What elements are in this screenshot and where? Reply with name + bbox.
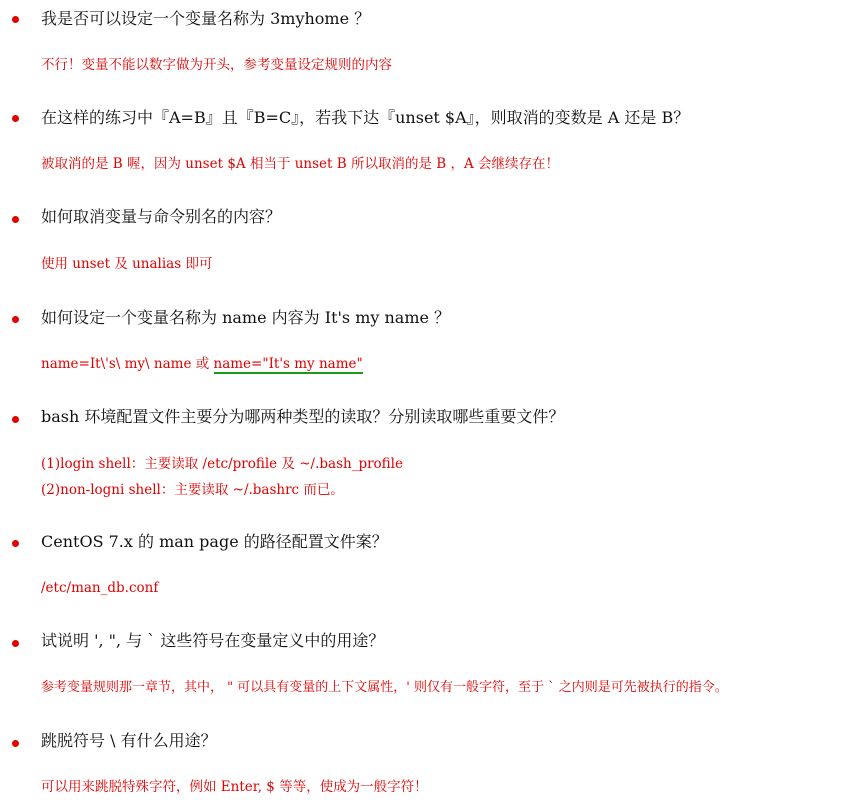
bullet-icon bbox=[12, 316, 19, 323]
question-text: 如何取消变量与命令别名的内容？ bbox=[41, 207, 282, 226]
answer-text: 不行！变量不能以数字做为开头，参考变量设定规则的内容 bbox=[41, 57, 392, 73]
bullet-icon bbox=[12, 115, 19, 122]
bullet-icon bbox=[12, 216, 19, 223]
answer-text: (1)login shell：主要读取 /etc/profile 及 ~/.bash_profile bbox=[41, 456, 403, 472]
question-text: 我是否可以设定一个变量名称为 3myhome ？ bbox=[41, 9, 371, 28]
bullet-icon bbox=[12, 416, 19, 423]
answer-text: 可以用来跳脱特殊字符，例如 Enter, $ 等等，使成为一般字符！ bbox=[41, 779, 428, 795]
bullet-icon bbox=[12, 640, 19, 647]
bullet-icon bbox=[12, 740, 19, 747]
answer-text: (2)non-logni shell：主要读取 ~/.bashrc 而已。 bbox=[41, 482, 344, 498]
answer-prefix: name=It\'s\ my\ name 或 bbox=[41, 356, 214, 372]
question-text: 试说明 ', ", 与 ` 这些符号在变量定义中的用途？ bbox=[41, 631, 385, 650]
answer-text: 使用 unset 及 unalias 即可 bbox=[41, 256, 213, 272]
answer-text: 参考变量规则那一章节，其中， " 可以具有变量的上下文属性，' 则仅有一般字符，至于 ` 之内则是可先被执行的指令。 bbox=[41, 680, 728, 695]
bullet-icon bbox=[12, 16, 19, 23]
question-text: 跳脱符号 \ 有什么用途？ bbox=[41, 731, 217, 750]
question-text: 如何设定一个变量名称为 name 内容为 It's my name ？ bbox=[41, 308, 451, 327]
answer-text: 被取消的是 B 喔，因为 unset $A 相当于 unset B 所以取消的是 B ，A 会继续存在！ bbox=[41, 156, 560, 172]
bullet-icon bbox=[12, 540, 19, 547]
answer-text bbox=[41, 353, 363, 375]
answer-underlined-text: name="It's my name" bbox=[213, 356, 363, 372]
question-text: CentOS 7.x 的 man page 的路径配置文件案？ bbox=[41, 532, 388, 551]
answer-text: /etc/man_db.conf bbox=[41, 580, 159, 596]
question-text: 在这样的练习中『A=B』且『B=C』，若我下达『unset $A』，则取消的变数是 A 还是 B？ bbox=[41, 108, 690, 127]
question-text: bash 环境配置文件主要分为哪两种类型的读取？分别读取哪些重要文件？ bbox=[41, 407, 565, 426]
